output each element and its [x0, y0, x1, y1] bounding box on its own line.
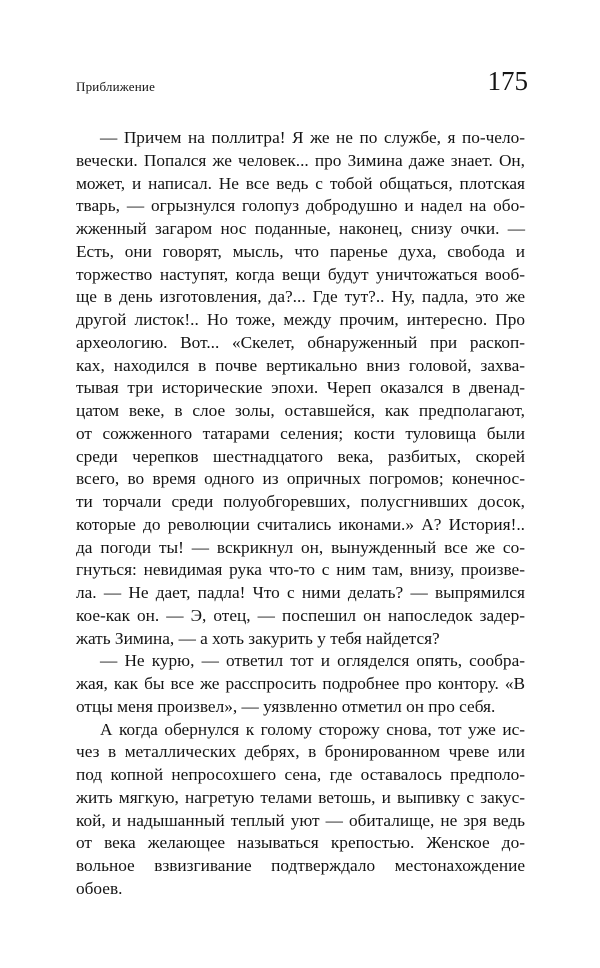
text-line: — Причем на поллитра! Я же не по службе, я по-чело-: [100, 128, 525, 147]
text-line: жженный загаром нос поданные, наконец, снизу очки. —: [76, 219, 525, 238]
text-line: кой, и надышанный теплый уют — обиталище, не зря ведь: [76, 810, 525, 830]
text-line: от века желающее называться крепостью. Женское до-: [76, 833, 525, 853]
text-line: которые до революции считались иконами.» А? История!..: [76, 514, 525, 534]
text-line: другой листок!.. Но тоже, между прочим, интересно. Про: [76, 310, 525, 329]
text-line: чез в металлических дебрях, в бронированном чреве или: [76, 742, 525, 762]
text-line: обоев.: [76, 878, 123, 898]
text-line: жить мягкую, нагретую телами ветошь, и выпивку с закус-: [76, 787, 525, 807]
running-title: Приближение: [76, 79, 156, 94]
text-line: торжество наступят, когда вещи будут уничтожаться вооб-: [76, 264, 525, 284]
text-line: всего, во время одного из опричных погромов; конечнос-: [76, 469, 525, 489]
text-line: археологию. Вот... «Скелет, обнаруженный при раскоп-: [76, 332, 525, 352]
page-number: 175: [487, 66, 528, 96]
text-line: цатом веке, в слое золы, оставшейся, как предполагают,: [76, 401, 525, 420]
text-line: да погоди ты! — вскрикнул он, вынужденный все же со-: [76, 537, 525, 557]
text-line: вечески. Попался же человек... про Зимина даже знает. Он,: [76, 150, 525, 170]
text-line: тварь, — огрызнулся голопуз добродушно и надел на обо-: [76, 196, 525, 216]
text-line: ти торчали среди полуобгоревших, полусгнивших досок,: [76, 492, 525, 511]
text-line: ках, находился в почве вертикально вниз головой, захва-: [76, 355, 525, 375]
text-line: А когда обернулся к голому сторожу снова, тот уже ис-: [100, 719, 525, 739]
text-line: — Не курю, — ответил тот и огляделся опять, сообра-: [100, 651, 525, 671]
text-line: гнуться: невидимая рука что-то с ним там, внизу, произве-: [76, 560, 525, 580]
text-line: отцы меня произвел», — уязвленно отметил он про себя.: [76, 696, 496, 716]
text-line: кое-как он. — Э, отец, — поспешил он напоследок задер-: [76, 605, 525, 625]
text-line: Есть, они говорят, мысль, что паренье духа, свобода и: [76, 241, 525, 261]
text-line: под копной непросохшего сена, где оставалось предполо-: [76, 765, 525, 784]
text-line: может, и написал. Не все ведь с тобой общаться, плотская: [76, 173, 525, 193]
text-line: жать Зимина, — а хоть закурить у тебя найдется?: [76, 628, 440, 648]
text-line: тывая три исторические эпохи. Череп оказался в двенад-: [76, 378, 525, 398]
text-line: ла. — Не дает, падла! Что с ними делать? — выпрямился: [76, 583, 525, 602]
text-line: жая, как бы все же расспросить подробнее про контору. «В: [76, 674, 525, 693]
text-line: ще в день изготовления, да?... Где тут?.. Ну, падла, это же: [76, 287, 525, 307]
text-line: вольное взвизгивание подтверждало местонахождение: [76, 856, 525, 875]
text-line: среди черепков шестнадцатого века, разбитых, скорей: [76, 446, 525, 466]
text-line: от сожженного татарами селения; кости туловища были: [76, 423, 525, 443]
body-text: [76, 127, 525, 901]
